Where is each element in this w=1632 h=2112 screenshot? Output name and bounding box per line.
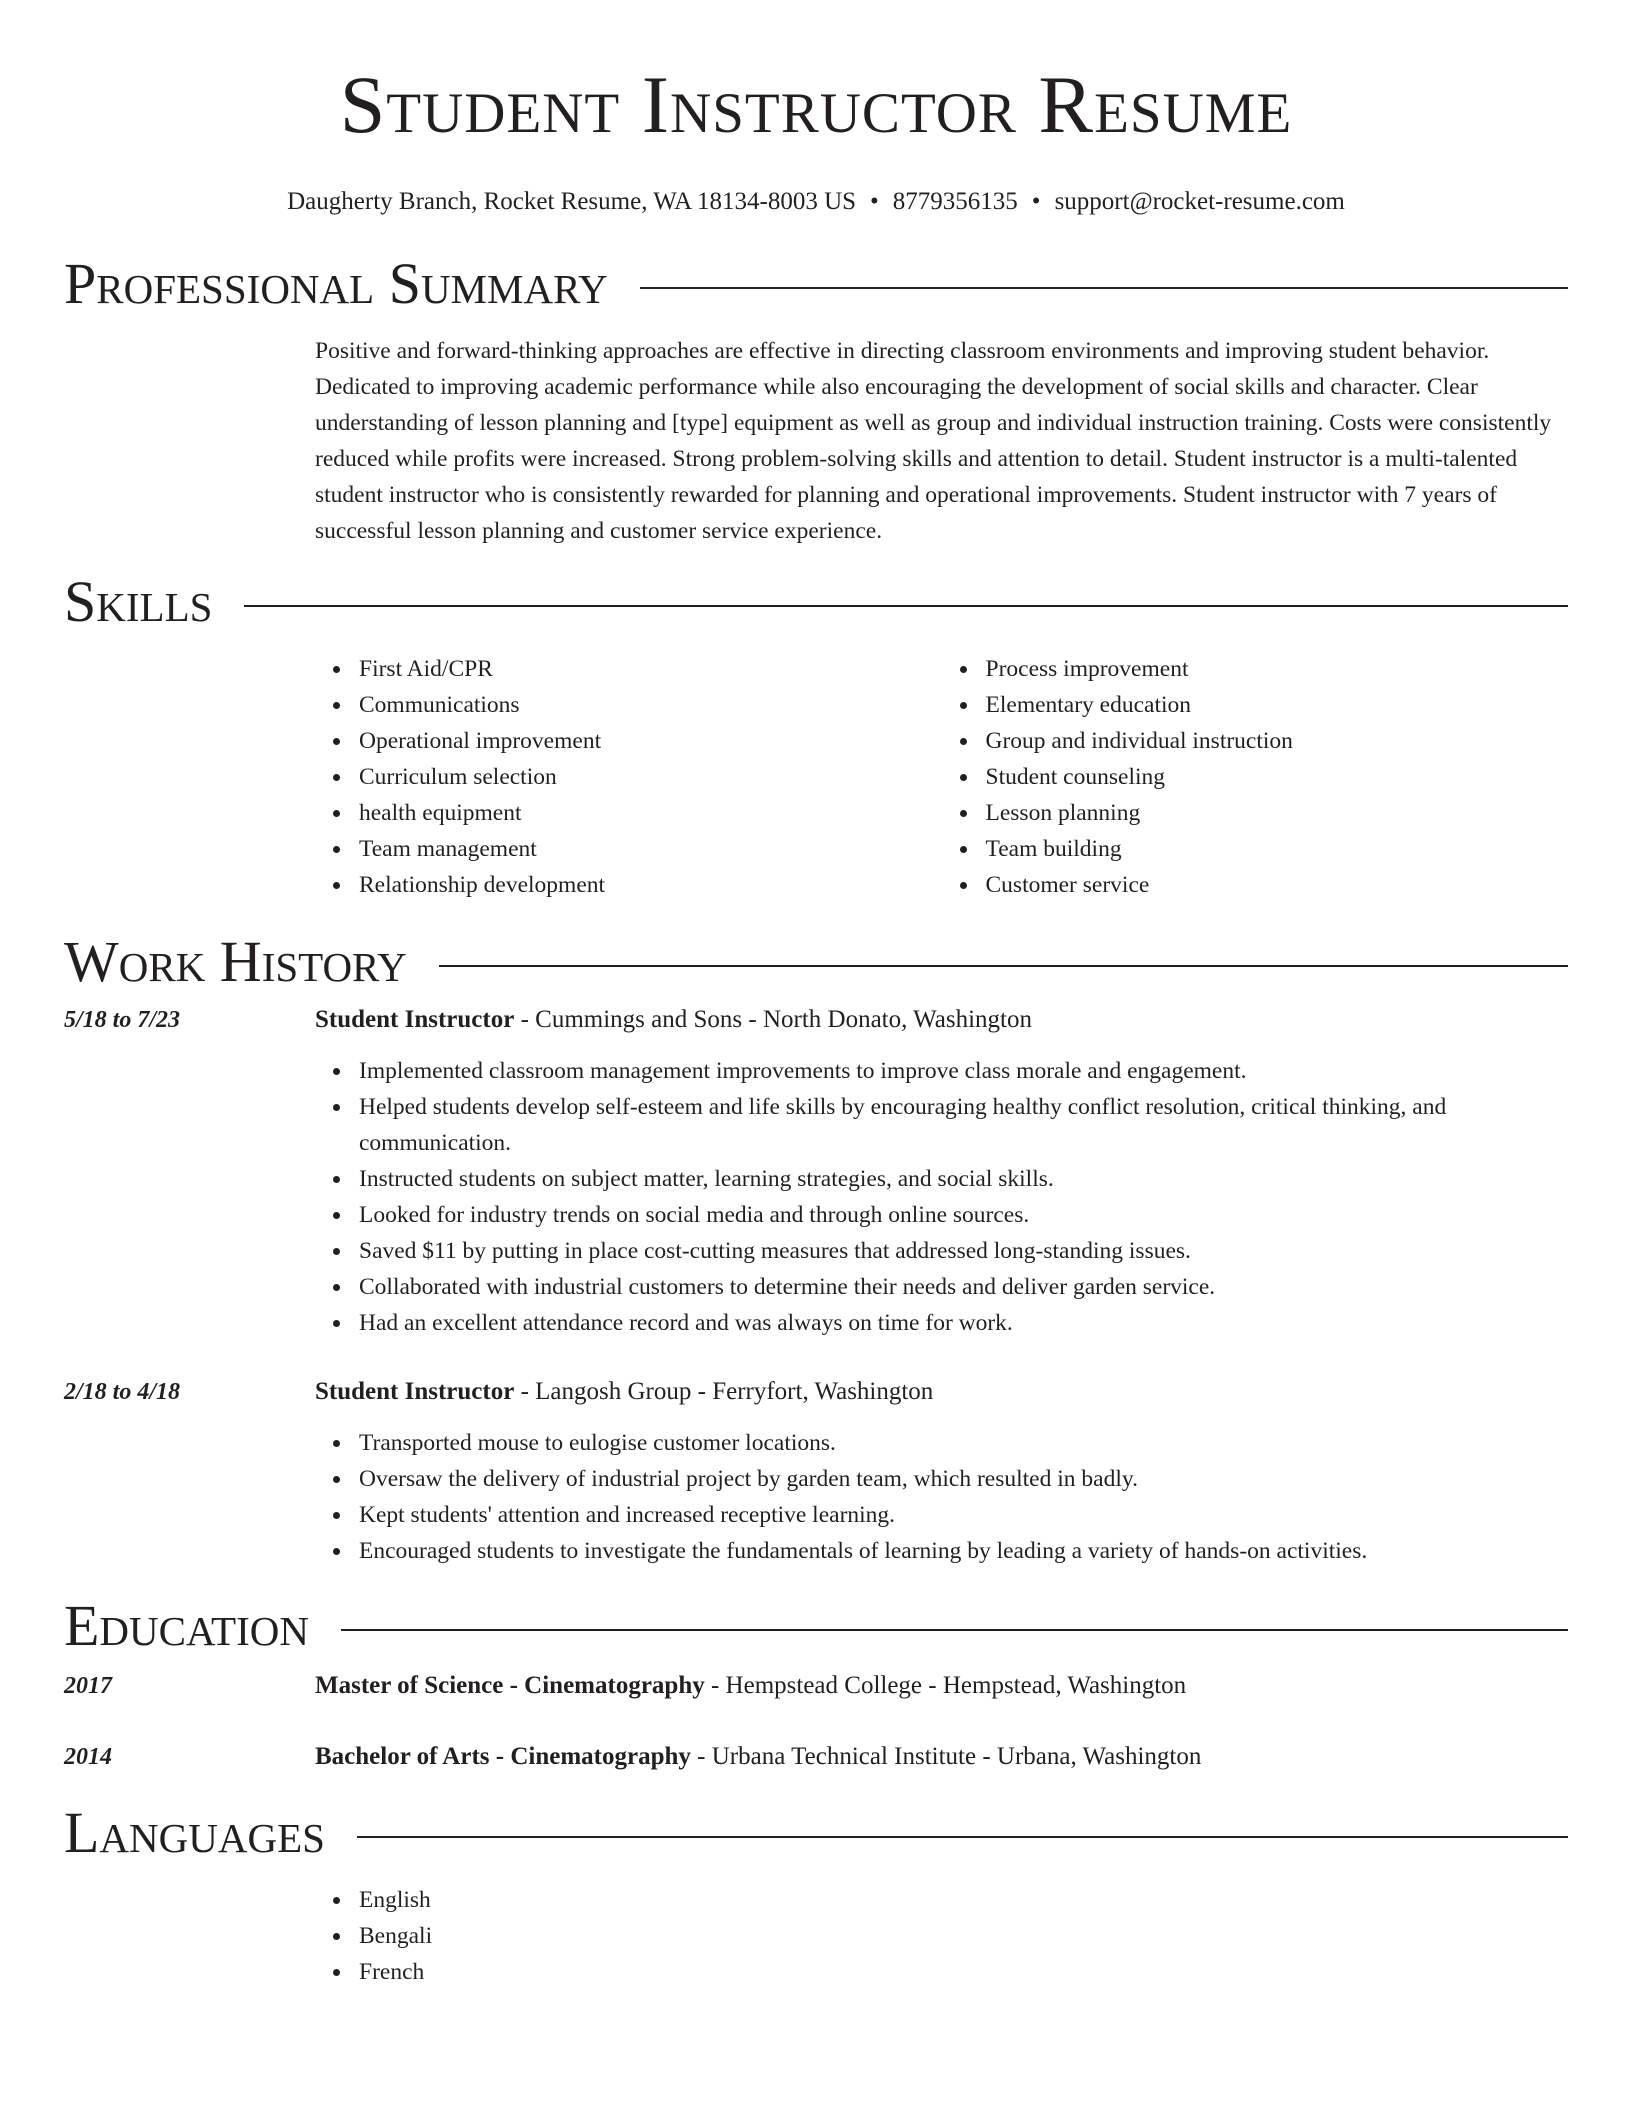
language-item: English	[359, 1882, 1568, 1918]
skill-item: health equipment	[359, 795, 942, 831]
job-dates: 2/18 to 4/18	[64, 1379, 181, 1405]
skill-item: Customer service	[986, 867, 1569, 903]
skills-list-right	[942, 651, 1569, 903]
skill-item: Operational improvement	[359, 723, 942, 759]
job-entry	[64, 1003, 1568, 1037]
education-details: - Urbana Technical Institute - Urbana, Washington	[690, 1743, 1202, 1770]
job-bullet: Collaborated with industrial customers to determine their needs and deliver garden service.	[359, 1269, 1568, 1305]
skill-item: Communications	[359, 687, 942, 723]
education-entry	[64, 1740, 1568, 1774]
job-bullet: Instructed students on subject matter, learning strategies, and social skills.	[359, 1161, 1568, 1197]
section-divider	[357, 1836, 1568, 1838]
languages-section-header	[64, 1800, 1568, 1866]
education-heading: Education	[64, 1593, 309, 1658]
education-entry	[64, 1669, 1568, 1703]
education-headline	[315, 1669, 1186, 1703]
contact-separator: •	[1031, 188, 1041, 215]
contact-phone: 8779356135	[892, 188, 1018, 215]
job-headline	[315, 1003, 1032, 1037]
job-details: - Cummings and Sons - North Donato, Washington	[514, 1006, 1032, 1033]
job-details: - Langosh Group - Ferryfort, Washington	[514, 1378, 934, 1405]
section-divider	[640, 287, 1568, 289]
language-item: Bengali	[359, 1918, 1568, 1954]
skills-list-left	[315, 651, 942, 903]
skills-heading: Skills	[64, 569, 213, 634]
job-bullet: Oversaw the delivery of industrial project by garden team, which resulted in badly.	[359, 1461, 1568, 1497]
job-bullet: Had an excellent attendance record and was always on time for work.	[359, 1305, 1568, 1341]
job-bullets	[315, 1425, 1568, 1569]
job-dates: 5/18 to 7/23	[64, 1007, 181, 1033]
education-degree: Master of Science - Cinematography	[315, 1672, 705, 1699]
education-year: 2014	[64, 1744, 112, 1770]
skill-item: Group and individual instruction	[986, 723, 1569, 759]
languages-list	[315, 1882, 1568, 1990]
education-details: - Hempstead College - Hempstead, Washington	[704, 1672, 1187, 1699]
work-heading: Work History	[64, 929, 407, 994]
language-item: French	[359, 1954, 1568, 1990]
skill-item: Team building	[986, 831, 1569, 867]
section-divider	[341, 1629, 1568, 1631]
skill-item: Elementary education	[986, 687, 1569, 723]
contact-address: Daugherty Branch, Rocket Resume, WA 18134-8003 US	[287, 188, 857, 215]
skills-columns	[315, 651, 1568, 903]
education-degree: Bachelor of Arts - Cinematography	[315, 1743, 691, 1770]
summary-heading: Professional Summary	[64, 251, 608, 316]
job-bullet: Helped students develop self-esteem and life skills by encouraging healthy conflict resolution, critical thinking, and communication.	[359, 1089, 1568, 1161]
contact-line	[64, 186, 1568, 218]
job-bullet: Encouraged students to investigate the fundamentals of learning by leading a variety of hands-on activities.	[359, 1533, 1568, 1569]
section-divider	[244, 605, 1568, 607]
job-bullet: Looked for industry trends on social media and through online sources.	[359, 1197, 1568, 1233]
resume-title: Student Instructor Resume	[339, 59, 1293, 150]
job-bullet: Saved $11 by putting in place cost-cutting measures that addressed long-standing issues.	[359, 1233, 1568, 1269]
section-divider	[439, 965, 1568, 967]
contact-separator: •	[870, 188, 879, 215]
contact-email[interactable]: support@rocket-resume.com	[1054, 188, 1345, 215]
skill-item: Relationship development	[359, 867, 942, 903]
job-bullet: Transported mouse to eulogise customer locations.	[359, 1425, 1568, 1461]
job-headline	[315, 1375, 933, 1409]
skills-section-header	[64, 569, 1568, 635]
skill-item: Student counseling	[986, 759, 1569, 795]
education-year: 2017	[64, 1673, 112, 1699]
job-role: Student Instructor	[315, 1378, 515, 1405]
skill-item: First Aid/CPR	[359, 651, 942, 687]
job-role: Student Instructor	[315, 1006, 515, 1033]
job-entry	[64, 1375, 1568, 1409]
job-bullet: Kept students' attention and increased receptive learning.	[359, 1497, 1568, 1533]
job-bullets	[315, 1053, 1568, 1341]
education-section-header	[64, 1593, 1568, 1659]
summary-section-header	[64, 251, 1568, 317]
skill-item: Team management	[359, 831, 942, 867]
job-bullet: Implemented classroom management improvements to improve class morale and engagement.	[359, 1053, 1568, 1089]
skill-item: Lesson planning	[986, 795, 1569, 831]
summary-text: Positive and forward-thinking approaches are effective in directing classroom environments and improving student behavior. Dedicated to improving academic performance while also encouraging the development of social skills and character. Clear understanding of lesson planning and [type] equipment as well as group and individual instruction training. Costs were consistently reduced while profits were increased. Strong problem-solving skills and attention to detail. Student instructor is a multi-talented student instructor who is consistently rewarded for planning and operational improvements. Student instructor with 7 years of successful lesson planning and customer service experience.	[315, 338, 1552, 544]
work-section-header	[64, 929, 1568, 995]
languages-heading: Languages	[64, 1800, 325, 1865]
skill-item: Process improvement	[986, 651, 1569, 687]
resume-page	[64, 0, 1568, 1990]
skill-item: Curriculum selection	[359, 759, 942, 795]
education-headline	[315, 1740, 1201, 1774]
